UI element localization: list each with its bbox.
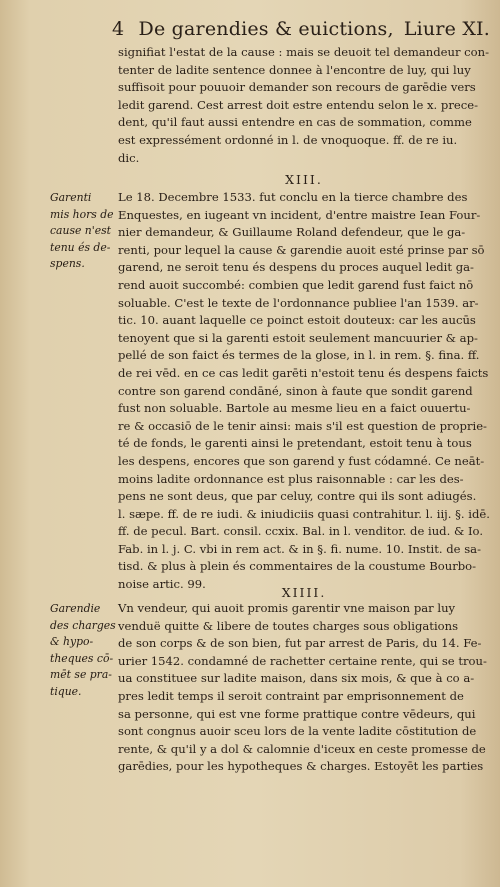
margin-note bbox=[50, 601, 116, 701]
text-line: fust non soluable. Bartole au mesme lieu en a faict ouuertu- bbox=[118, 401, 471, 416]
text-line: sont congnus auoir sceu lors de la vente ladite cōstitution de bbox=[118, 724, 477, 739]
text-line: ua constituee sur ladite maison, dans six mois, & que à co a- bbox=[118, 671, 475, 686]
text-line: té de fonds, le garenti ainsi le pretendant, estoit tenu à tous bbox=[118, 436, 472, 451]
text-line: les despens, encores que son garend y fust códamné. Ce neāt- bbox=[118, 453, 485, 468]
text-line: garēdies, pour les hypotheques & charges. Estoyēt les parties bbox=[118, 759, 484, 774]
margin-line: Garenti bbox=[50, 191, 92, 204]
running-header bbox=[112, 18, 490, 46]
margin-line: tenu és de- bbox=[50, 240, 111, 254]
text-line: est expressément ordonné in l. de vnoquoque. ff. de re iu. bbox=[118, 132, 458, 147]
text-line: rente, & qu'il y a dol & calomnie d'iceux en ceste promesse de bbox=[118, 741, 486, 756]
book-number: Liure XI. bbox=[403, 18, 490, 40]
running-title: De garendies & euictions, bbox=[138, 18, 394, 40]
text-line: renti, pour lequel la cause & garendie auoit esté prinse par sō bbox=[118, 242, 485, 257]
text-line: garend, ne seroit tenu és despens du proces auquel ledit ga- bbox=[118, 260, 474, 275]
text-line: signifiat l'estat de la cause : mais se deuoit tel demandeur con- bbox=[118, 45, 490, 59]
text-line: moins ladite ordonnance est plus raisonnable : car les des- bbox=[118, 471, 464, 486]
text-line: pens ne sont deus, que par celuy, contre qui ils sont adiugés. bbox=[118, 489, 477, 504]
margin-line: des charges bbox=[50, 618, 116, 632]
paragraph-continued bbox=[118, 44, 490, 167]
paragraph-xiiii bbox=[118, 600, 490, 776]
text-line: rend auoit succombé: combien que ledit garend fust faict nō bbox=[118, 277, 474, 292]
text-line: l. sæpe. ff. de re iudi. & iniudiciis quasi contrahitur. l. iij. §. idē. bbox=[118, 506, 490, 521]
margin-line: tique. bbox=[50, 684, 82, 698]
text-line: Fab. in l. j. C. vbi in rem act. & in §. fi. nume. 10. Instit. de sa- bbox=[118, 541, 481, 556]
text-line: tenoyent que si la garenti estoit seulement mancuurier & ap- bbox=[118, 330, 478, 345]
page-number: 4 bbox=[112, 18, 125, 40]
margin-line: & hypo- bbox=[50, 635, 94, 649]
text-line: de rei vēd. en ce cas ledit garēti n'estoit tenu és despens faicts bbox=[118, 365, 489, 380]
text-line: contre son garend condāné, sinon à faute que sondit garend bbox=[118, 383, 473, 398]
margin-line: Garendie bbox=[50, 602, 101, 615]
paragraph-xiii bbox=[118, 189, 490, 594]
text-line: dic. bbox=[118, 150, 140, 165]
section-number: XIIII. bbox=[281, 585, 327, 600]
text-line: pres ledit temps il seroit contraint par emprisonnement de bbox=[118, 688, 464, 703]
text-line: tic. 10. auant laquelle ce poinct estoit douteux: car les aucūs bbox=[118, 313, 476, 328]
section-number: XIII. bbox=[285, 172, 323, 187]
text-line: ff. de pecul. Bart. consil. ccxix. Bal. in l. venditor. de iud. & Io. bbox=[118, 524, 484, 539]
text-line: ledit garend. Cest arrest doit estre entendu selon le x. prece- bbox=[118, 97, 479, 112]
margin-line: spens. bbox=[50, 257, 85, 271]
text-line: sa personne, qui est vne forme prattique contre vēdeurs, qui bbox=[118, 706, 476, 721]
margin-line: theques cō- bbox=[50, 651, 114, 665]
text-line: Vn vendeur, qui auoit promis garentir vne maison par luy bbox=[118, 601, 456, 615]
text-line: Enquestes, en iugeant vn incident, d'entre maistre Iean Four- bbox=[118, 207, 481, 222]
text-line: urier 1542. condamné de rachetter certaine rente, qui se trou- bbox=[118, 653, 487, 668]
text-line: tenter de ladite sentence donnee à l'encontre de luy, qui luy bbox=[118, 62, 471, 77]
text-line: tisd. & plus à plein és commentaires de la coustume Bourbo- bbox=[118, 559, 477, 574]
margin-note bbox=[50, 190, 116, 273]
text-line: noise artic. 99. bbox=[118, 577, 206, 592]
text-line: venduë quitte & libere de toutes charges sous obligations bbox=[118, 618, 459, 633]
text-line: re & occasiō de le tenir ainsi: mais s'il est question de proprie- bbox=[118, 418, 487, 433]
text-line: suffisoit pour pouuoir demander son recours de garēdie vers bbox=[118, 80, 476, 95]
margin-line: cause n'est bbox=[50, 224, 111, 238]
text-line: dent, qu'il faut aussi entendre en cas de sommation, comme bbox=[118, 115, 472, 130]
margin-line: mēt se pra- bbox=[50, 668, 112, 682]
text-line: Le 18. Decembre 1533. fut conclu en la tierce chambre des bbox=[118, 190, 468, 204]
margin-line: mis hors de bbox=[50, 207, 114, 221]
text-line: de son corps & de son bien, fut par arrest de Paris, du 14. Fe- bbox=[118, 636, 482, 651]
text-line: pellé de son faict és termes de la glose, in l. in rem. §. fina. ff. bbox=[118, 348, 480, 363]
text-line: soluable. C'est le texte de l'ordonnance publiee l'an 1539. ar- bbox=[118, 295, 479, 310]
text-line: nier demandeur, & Guillaume Roland defendeur, que le ga- bbox=[118, 225, 466, 240]
